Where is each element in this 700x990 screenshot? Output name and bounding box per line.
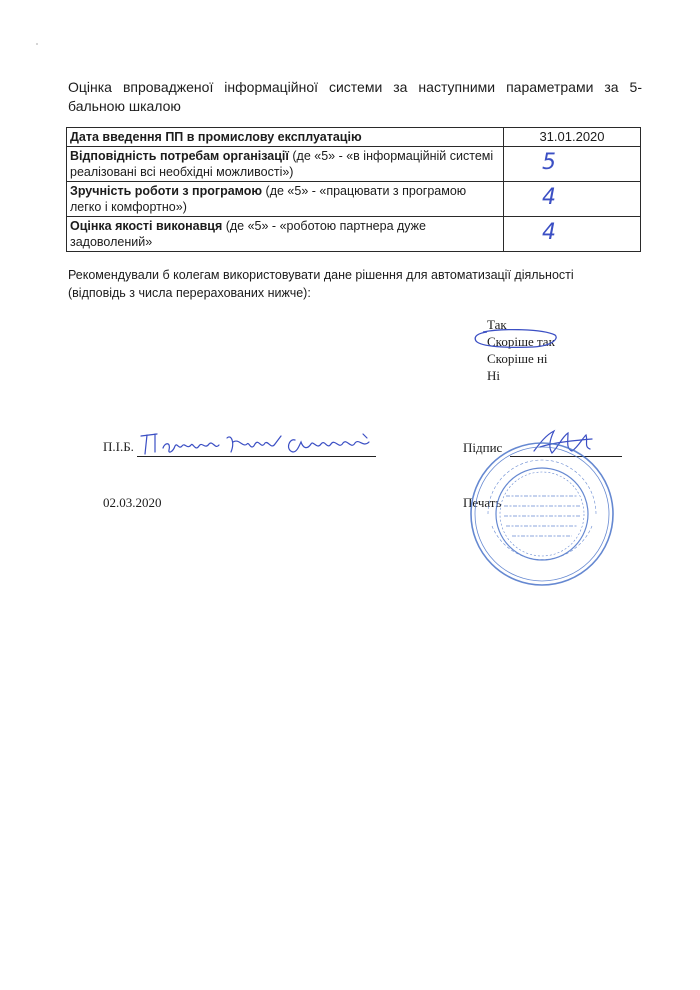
document-date: 02.03.2020	[103, 495, 162, 510]
option-yes: Так	[487, 317, 507, 332]
row-question	[67, 182, 504, 217]
option-rather-yes: Скоріше так	[487, 334, 555, 349]
official-stamp	[468, 440, 616, 588]
row-description: (де «5» - «працювати з програмою легко і комфортно»)	[70, 184, 467, 214]
row-label: Зручність роботи з програмою	[70, 184, 263, 198]
row-answer	[504, 217, 641, 252]
evaluation-table	[66, 127, 641, 252]
option-rather-no: Скоріше ні	[487, 351, 548, 366]
row-answer	[504, 128, 641, 147]
table-row	[67, 128, 641, 147]
scan-speck	[36, 43, 38, 45]
pib-label: П.І.Б.	[103, 439, 134, 454]
handwritten-score: 4	[542, 185, 557, 210]
row-question	[67, 217, 504, 252]
option-no: Ні	[487, 368, 500, 383]
table-row	[67, 217, 641, 252]
row-answer	[504, 147, 641, 182]
handwritten-name	[135, 428, 385, 462]
row-label: Дата введення ПП в промислову експлуатацію	[70, 130, 362, 144]
row-description: (де «5» - «в інформаційній системі реалізовані всі необхідні можливості»)	[70, 149, 494, 179]
stamp-label: Печать	[463, 495, 502, 510]
date-value: 31.01.2020	[539, 129, 605, 144]
recommendation-text: Рекомендували б колегам використовувати дане рішення для автоматизації діяльності (відповідь з числа перерахованих нижче):	[68, 268, 574, 300]
table-row	[67, 182, 641, 217]
handwritten-score: 5	[542, 150, 557, 175]
row-question	[67, 128, 504, 147]
row-label: Оцінка якості виконавця	[70, 219, 223, 233]
answer-options	[487, 316, 555, 384]
table-row	[67, 147, 641, 182]
row-answer	[504, 182, 641, 217]
intro-text: Оцінка впровадженої інформаційної системи за наступними параметрами за 5-бальною шкалою	[68, 79, 642, 114]
handwritten-score: 4	[542, 220, 557, 245]
row-description: (де «5» - «роботою партнера дуже задоволений»	[70, 219, 426, 249]
row-question	[67, 147, 504, 182]
selection-circle	[473, 329, 559, 349]
row-label: Відповідність потребам організації	[70, 149, 289, 163]
signature-label: Підпис	[463, 440, 503, 455]
